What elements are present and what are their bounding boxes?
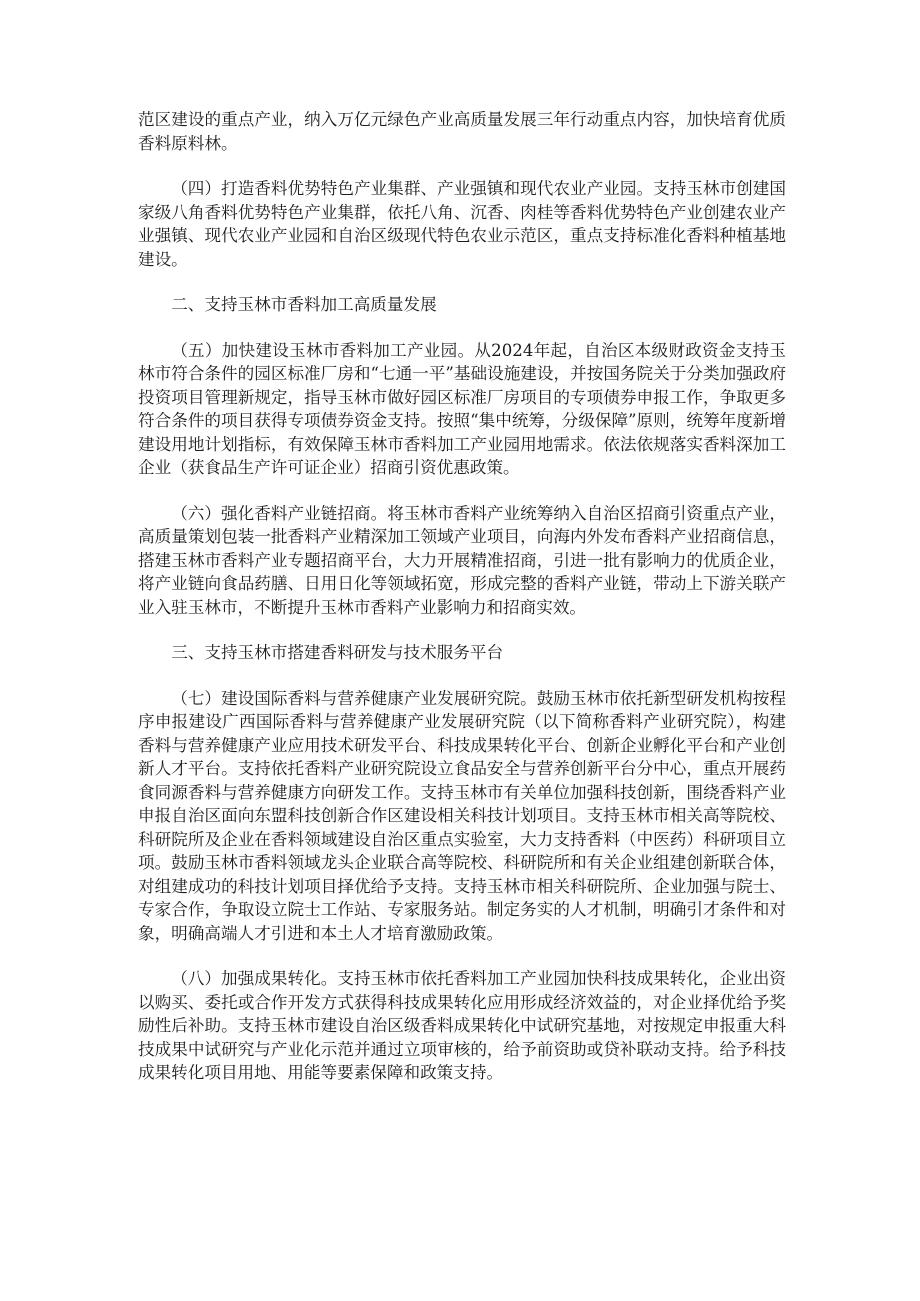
document-page	[138, 108, 786, 1085]
paragraph-item-5: （五）加快建设玉林市香料加工产业园。从2024年起，自治区本级财政资金支持玉林市符合条件的园区标准厂房和“七通一平”基础设施建设，并按国务院关于分类加强政府投资项目管理新规定，指导玉林市做好园区标准厂房项目的专项债券申报工作，争取更多符合条件的项目获得专项债券资金支持。按照“集中统筹，分级保障”原则，统筹年度新增建设用地计划指标，有效保障玉林市香料加工产业园用地需求。依法依规落实香料深加工企业（获食品生产许可证企业）招商引资优惠政策。	[138, 340, 786, 477]
section-heading-3: 三、支持玉林市搭建香料研发与技术服务平台	[171, 643, 504, 662]
paragraph-continued: 范区建设的重点产业，纳入万亿元绿色产业高质量发展三年行动重点内容，加快培育优质香料原料林。	[138, 110, 786, 153]
paragraph-gap	[138, 271, 786, 293]
paragraph-gap	[138, 317, 786, 339]
paragraph-item-8: （八）加强成果转化。支持玉林市依托香料加工产业园加快科技成果转化，企业出资以购买、委托或合作开发方式获得科技成果转化应用形成经济效益的，对企业择优给予奖励性后补助。支持玉林市建设自治区级香料成果转化中试研究基地，对按规定申报重大科技成果中试研究与产业化示范并通过立项审核的，给予前资助或贷补联动支持。给予科技成果转化项目用地、用能等要素保障和政策支持。	[138, 969, 786, 1082]
paragraph-gap	[138, 665, 786, 687]
section-heading-2: 二、支持玉林市香料加工高质量发展	[171, 295, 437, 314]
paragraph-item-7: （七）建设国际香料与营养健康产业发展研究院。鼓励玉林市依托新型研发机构按程序申报建设广西国际香料与营养健康产业发展研究院（以下简称香料产业研究院），构建香料与营养健康产业应用技术研发平台、科技成果转化平台、创新企业孵化平台和产业创新人才平台。支持依托香料产业研究院设立食品安全与营养创新平台分中心，重点开展药食同源香料与营养健康方向研发工作。支持玉林市有关单位加强科技创新，围绕香料产业申报自治区面向东盟科技创新合作区建设相关科技计划项目。支持玉林市相关高等院校、科研院所及企业在香料领域建设自治区重点实验室，大力支持香料（中医药）科研项目立项。鼓励玉林市香料领域龙头企业联合高等院校、科研院所和有关企业组建创新联合体，对组建成功的科技计划项目择优给予支持。支持玉林市相关科研院所、企业加强与院士、专家合作，争取设立院士工作站、专家服务站。制定务实的人才机制，明确引才条件和对象，明确高端人才引进和本土人才培育激励政策。	[138, 688, 786, 943]
paragraph-gap	[138, 945, 786, 967]
paragraph-gap	[138, 619, 786, 641]
paragraph-gap	[138, 480, 786, 502]
paragraph-item-4: （四）打造香料优势特色产业集群、产业强镇和现代农业产业园。支持玉林市创建国家级八角香料优势特色产业集群，依托八角、沉香、肉桂等香料优势特色产业创建农业产业强镇、现代农业产业园和自治区级现代特色农业示范区，重点支持标准化香料种植基地建设。	[138, 179, 786, 269]
paragraph-item-6: （六）强化香料产业链招商。将玉林市香料产业统筹纳入自治区招商引资重点产业，高质量策划包装一批香料产业精深加工领域产业项目，向海内外发布香料产业招商信息，搭建玉林市香料产业专题招商平台，大力开展精准招商，引进一批有影响力的优质企业，将产业链向食品药膳、日用日化等领域拓宽，形成完整的香料产业链，带动上下游关联产业入驻玉林市，不断提升玉林市香料产业影响力和招商实效。	[138, 503, 786, 617]
paragraph-gap	[138, 155, 786, 177]
